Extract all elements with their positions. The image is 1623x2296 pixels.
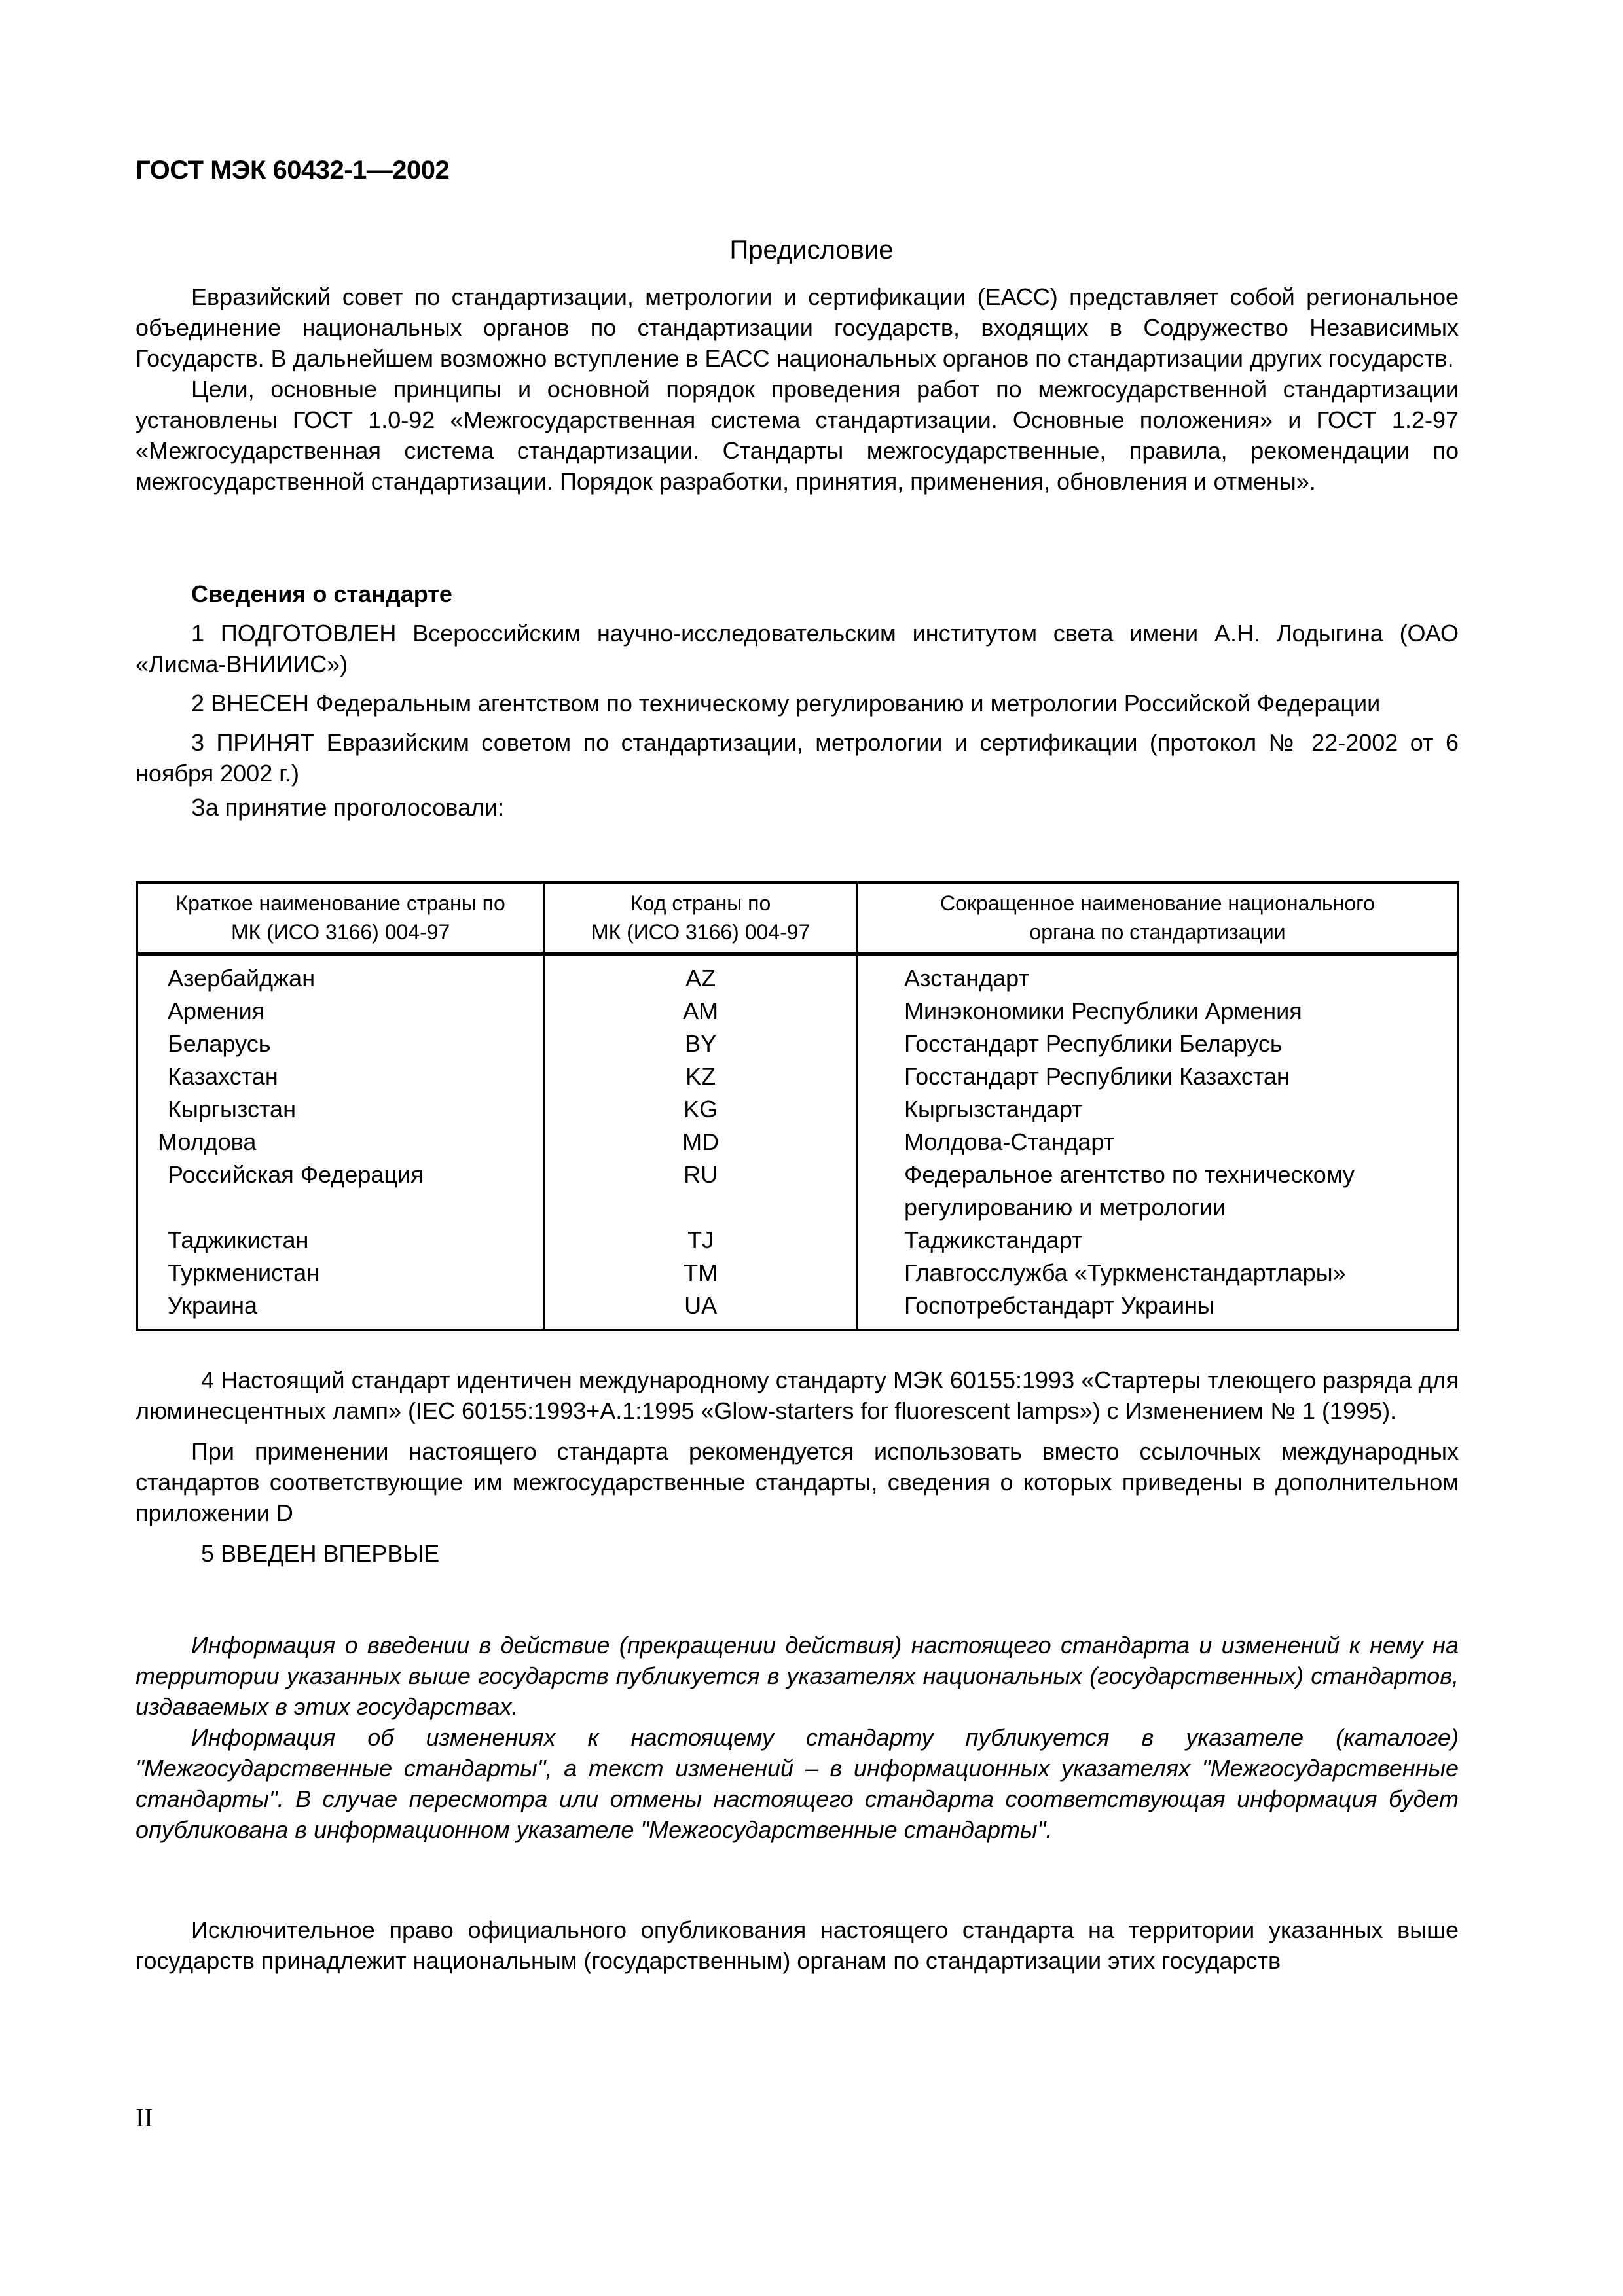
cell-country: Российская Федерация: [168, 1161, 424, 1188]
table-row: [137, 1257, 1458, 1289]
info-item-4-note: При применении настоящего стандарта рекомендуется использовать вместо ссылочных международных стандартов соответствующие им межгосударственные стандарты, сведения о которых приведены в дополнительном приложении D: [136, 1438, 1459, 1526]
italic-info-paragraph-2: Информация об изменениях к настоящему стандарту публикуется в указателе (каталоге) "Межгосударственные стандарты", а текст изменений – в информационных указателях "Межгосударственные стандарты". В случае пересмотра или отмены настоящего стандарта соответствующая информация будет опубликована в информационном указателе "Межгосударственные стандарты".: [136, 1724, 1459, 1843]
cell-org: Госпотребстандарт Украины: [858, 1289, 1459, 1330]
cell-country: Украина: [168, 1292, 258, 1319]
info-item-5: 5 ВВЕДЕН ВПЕРВЫЕ: [201, 1540, 440, 1567]
table-row: [137, 1158, 1458, 1224]
table-row: [137, 995, 1458, 1028]
cell-code: AZ: [544, 954, 858, 995]
info-item-4: 4 Настоящий стандарт идентичен международному стандарту МЭК 60155:1993 «Стартеры тлеющего разряда для люминесцентных ламп» (IEC 60155:1993+A.1:1995 «Glow-starters for fluorescent lamps») с Изменением № 1 (1995).: [136, 1367, 1459, 1424]
table-row: [137, 1028, 1458, 1060]
info-item-1: 1 ПОДГОТОВЛЕН Всероссийским научно-исследовательским институтом света имени А.Н. Лодыгина (ОАО «Лисма-ВНИИИС»): [136, 620, 1459, 677]
cell-code: AM: [544, 995, 858, 1028]
cell-org: Госстандарт Республики Казахстан: [858, 1060, 1459, 1093]
column-header-code: Код страны по МК (ИСО 3166) 004-97: [544, 882, 858, 954]
cell-code: KG: [544, 1093, 858, 1126]
cell-country: Туркменистан: [168, 1259, 320, 1286]
cell-code: TJ: [544, 1224, 858, 1257]
cell-org: Кыргызстандарт: [858, 1093, 1459, 1126]
info-heading: Сведения о стандарте: [191, 581, 452, 607]
copyright-notice: Исключительное право официального опубликования настоящего стандарта на территории указанных выше государств принадлежит национальным (государственным) органам по стандартизации этих государств: [136, 1916, 1459, 1974]
cell-org: Минэкономики Республики Армения: [858, 995, 1459, 1028]
item-4-section: [136, 1365, 1459, 1569]
cell-org: Госстандарт Республики Беларусь: [858, 1028, 1459, 1060]
cell-org: Молдова-Стандарт: [858, 1126, 1459, 1158]
cell-code: RU: [544, 1158, 858, 1224]
preface-paragraph-2: Цели, основные принципы и основной порядок проведения работ по межгосударственной стандартизации установлены ГОСТ 1.0-92 «Межгосударственная система стандартизации. Основные положения» и ГОСТ 1.2-97 «Межгосударственная система стандартизации. Стандарты межгосударственные, правила, рекомендации по межгосударственной стандартизации. Порядок разработки, принятия, применения, обновления и отмены».: [136, 376, 1459, 495]
cell-org: Таджикстандарт: [858, 1224, 1459, 1257]
italic-info-section: [136, 1630, 1459, 1845]
cell-code: UA: [544, 1289, 858, 1330]
table-row: [137, 954, 1458, 995]
cell-country: Беларусь: [168, 1030, 271, 1057]
cell-country: Таджикистан: [168, 1227, 309, 1253]
table-row: [137, 1289, 1458, 1330]
table-row: [137, 1060, 1458, 1093]
preface-paragraph-1: Евразийский совет по стандартизации, метрологии и сертификации (ЕАСС) представляет собой региональное объединение национальных органов по стандартизации государств, входящих в Содружество Независимых Государств. В дальнейшем возможно вступление в ЕАСС национальных органов по стандартизации других государств.: [136, 283, 1459, 372]
document-code: ГОСТ МЭК 60432-1—2002: [136, 156, 450, 185]
preface-section: [136, 281, 1459, 497]
column-header-country: Краткое наименование страны по МК (ИСО 3166) 004-97: [137, 882, 544, 954]
info-item-2: 2 ВНЕСЕН Федеральным агентством по техническому регулированию и метрологии Российской Федерации: [191, 690, 1381, 717]
cell-org: Федеральное агентство по техническому регулированию и метрологии: [858, 1158, 1459, 1224]
cell-country: Азербайджан: [168, 965, 316, 992]
cell-code: BY: [544, 1028, 858, 1060]
table-row: [137, 1126, 1458, 1158]
page-number: II: [136, 2103, 153, 2132]
cell-country: Казахстан: [168, 1063, 278, 1090]
cell-code: KZ: [544, 1060, 858, 1093]
cell-country: Кыргызстан: [168, 1096, 296, 1122]
cell-code: TM: [544, 1257, 858, 1289]
cell-org: Азстандарт: [858, 954, 1459, 995]
cell-code: MD: [544, 1126, 858, 1158]
table-row: [137, 1224, 1458, 1257]
cell-country: Армения: [168, 997, 265, 1024]
page-title: Предисловие: [729, 236, 894, 264]
column-header-org: Сокращенное наименование национального органа по стандартизации: [858, 882, 1459, 954]
italic-info-paragraph-1: Информация о введении в действие (прекращении действия) настоящего стандарта и изменений к нему на территории указанных выше государств публикуется в указателях национальных (государственных) стандартов, издаваемых в этих государствах.: [136, 1632, 1459, 1720]
table-header-row: [137, 882, 1458, 954]
voted-label: За принятие проголосовали:: [191, 794, 505, 821]
copyright-section: [136, 1914, 1459, 1976]
cell-country: Молдова: [158, 1128, 257, 1155]
info-item-3: 3 ПРИНЯТ Евразийским советом по стандартизации, метрологии и сертификации (протокол № 22-2002 от 6 ноября 2002 г.): [136, 729, 1459, 787]
table-row: [137, 1093, 1458, 1126]
standard-info-section: [136, 579, 1459, 823]
cell-org: Главгосслужба «Туркменстандартлары»: [858, 1257, 1459, 1289]
voting-countries-table: [136, 881, 1459, 1331]
